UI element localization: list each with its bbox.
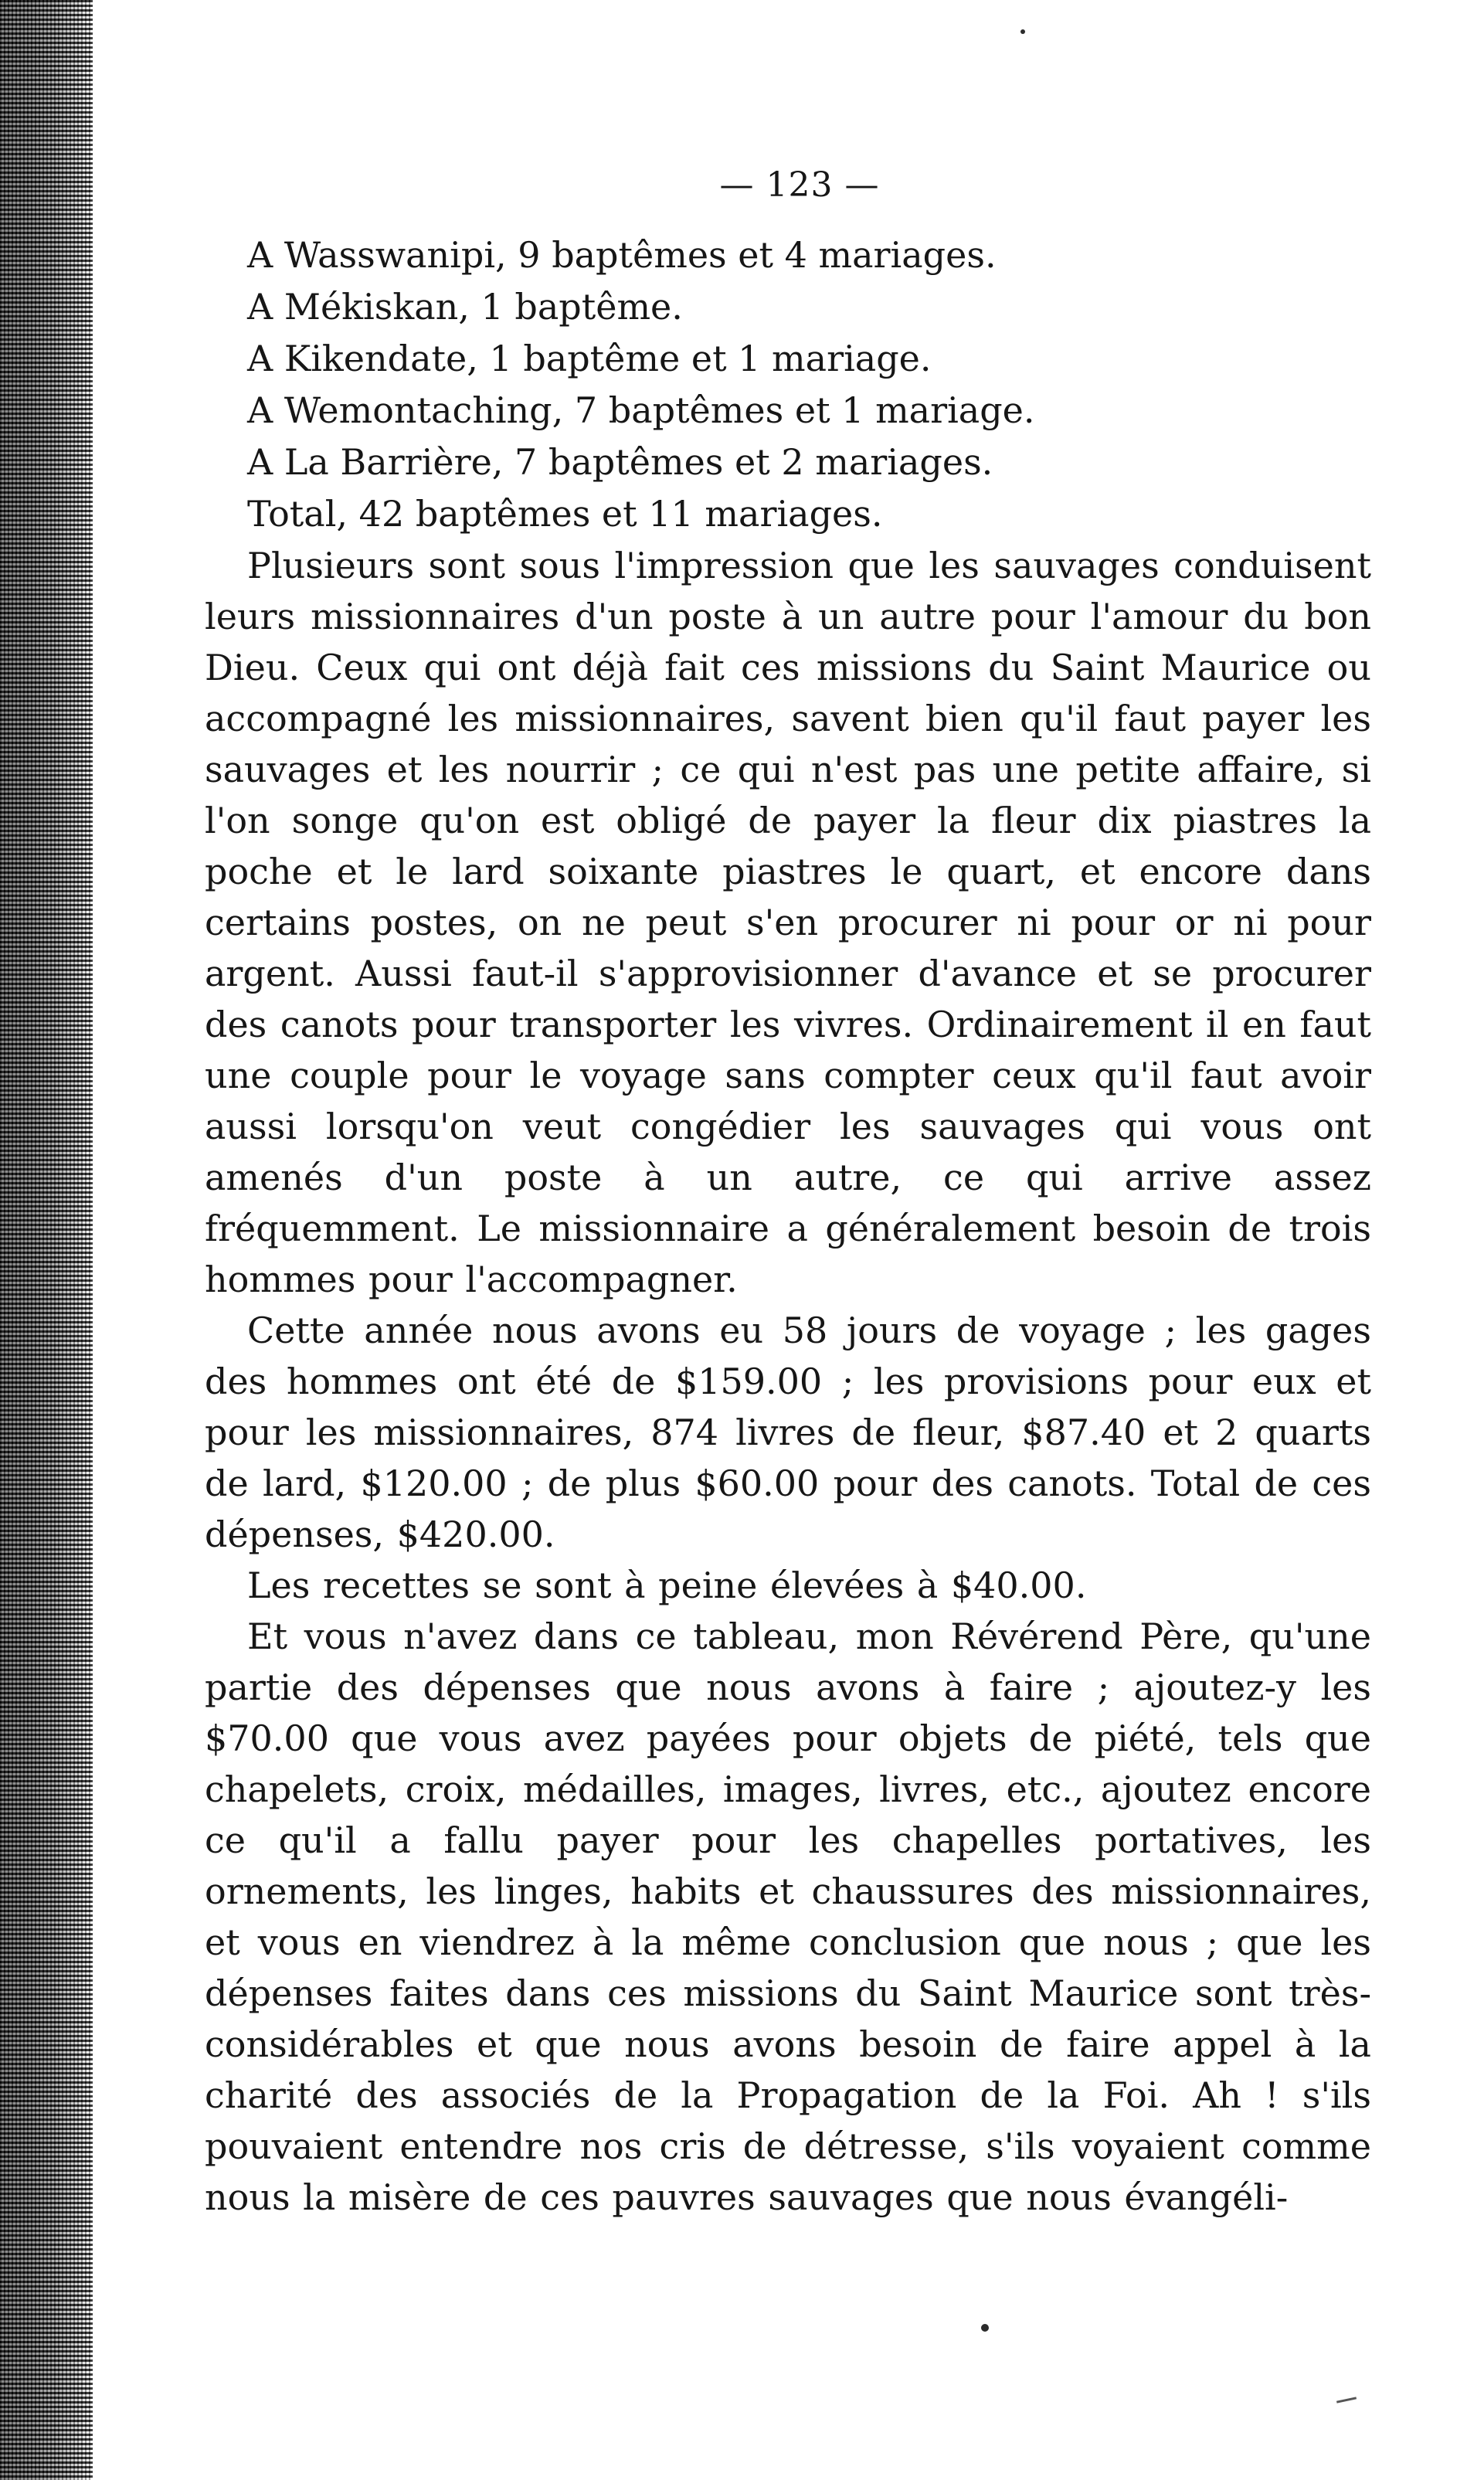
tally-entry: A Wasswanipi, 9 baptêmes et 4 mariages. bbox=[247, 234, 997, 276]
body-paragraph: Les recettes se sont à peine élevées à $40.00. bbox=[247, 1564, 1087, 1606]
body-paragraph: Cette année nous avons eu 58 jours de voyage ; les gages des hommes ont été de $159.00 ; les provisions pour eux et pour les missionnaires, 874 livres de fleur, $87.40 et 2 quarts de lard, $120.00 ; de plus $60.00 pour des canots. Total de ces dépenses, $420.00. bbox=[205, 1310, 1371, 1555]
body-paragraph: Plusieurs sont sous l'impression que les sauvages conduisent leurs missionnaires d'un poste à un autre pour l'amour du bon Dieu. Ceux qui ont déjà fait ces missions du Saint Maurice ou accompagné les missionnaires, savent bien qu'il faut payer les sauvages et les nourrir ; ce qui n'est pas une petite affaire, si l'on songe qu'on est obligé de payer la fleur dix piastres la poche et le lard soixante piastres le quart, et encore dans certains postes, on ne peut s'en procurer ni pour or ni pour argent. Aussi faut-il s'approvisionner d'avance et se procurer des canots pour transporter les vivres. Ordinairement il en faut une couple pour le voyage sans compter ceux qu'il faut avoir aussi lorsqu'on veut congédier les sauvages qui vous ont amenés d'un poste à un autre, ce qui arrive assez fréquemment. Le missionnaire a généralement besoin de trois hommes pour l'accompagner. bbox=[205, 545, 1371, 1300]
ink-speck bbox=[1020, 29, 1025, 34]
body-paragraph: Et vous n'avez dans ce tableau, mon Révérend Père, qu'une partie des dépenses que nous avons à faire ; ajoutez-y les $70.00 que vous avez payées pour objets de piété, tels que chapelets, croix, médailles, images, livres, etc., ajoutez encore ce qu'il a fallu payer pour les chapelles portatives, les ornements, les linges, habits et chaussures des missionnaires, et vous en viendrez à la même conclusion que nous ; que les dépenses faites dans ces missions du Saint Maurice sont très-considérables et que nous avons besoin de faire appel à la charité des associés de la Propagation de la Foi. Ah ! s'ils pouvaient entendre nos cris de détresse, s'ils voyaient comme nous la misère de ces pauvres sauvages que nous évangéli- bbox=[205, 1615, 1371, 2218]
ink-mark bbox=[1336, 2397, 1357, 2403]
ink-speck bbox=[981, 2324, 989, 2332]
tally-entry: A La Barrière, 7 baptêmes et 2 mariages. bbox=[247, 441, 993, 483]
book-page bbox=[205, 158, 1371, 2223]
tally-entry: A Wemontaching, 7 baptêmes et 1 mariage. bbox=[247, 389, 1035, 431]
tally-entry: A Kikendate, 1 baptême et 1 mariage. bbox=[247, 338, 932, 379]
page-number: — 123 — bbox=[719, 165, 880, 205]
page-binding-edge bbox=[0, 0, 93, 2480]
mission-tally-list bbox=[205, 229, 1371, 488]
tally-entry: A Mékiskan, 1 baptême. bbox=[247, 286, 683, 328]
tally-total: Total, 42 baptêmes et 11 mariages. bbox=[247, 493, 883, 535]
